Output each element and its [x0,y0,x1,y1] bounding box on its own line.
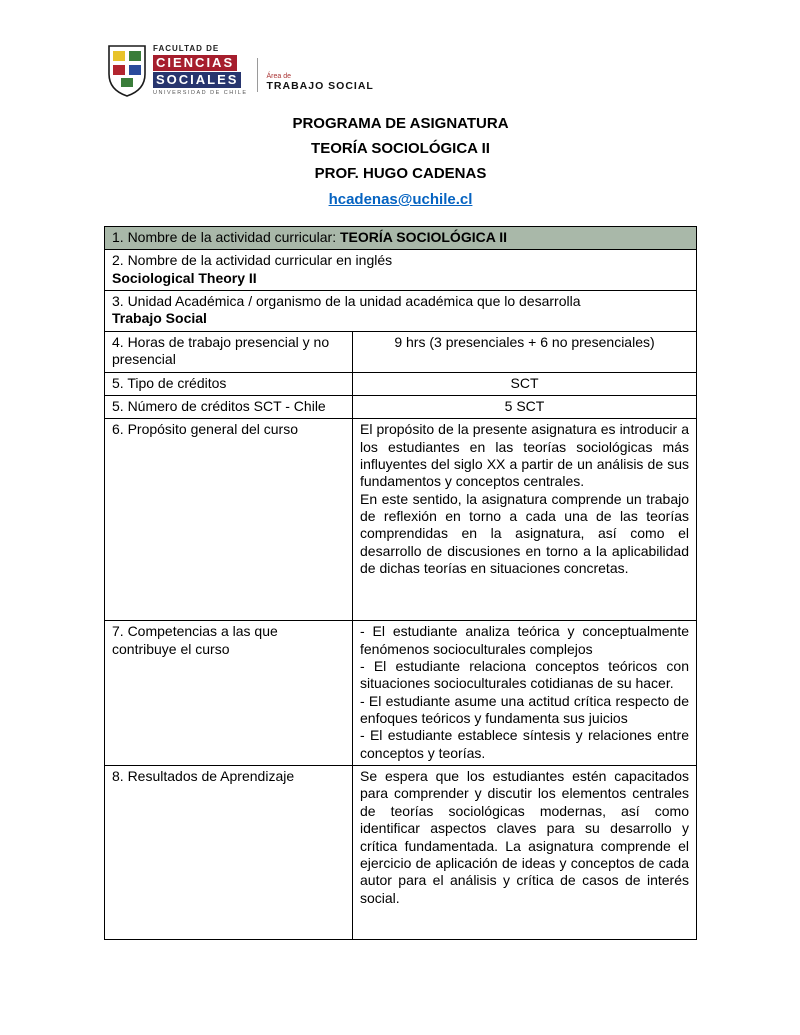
purpose-paragraph: En este sentido, la asignatura comprende un trabajo de reflexión en torno a cada una de las teorías comprendidas en la asignatura, así como el desarrollo de discusiones en torno a la aplicabilidad de dichas teorías en situaciones concretas. [360,490,689,577]
row-activity-name-english [105,250,697,291]
logo-shield-icon [108,45,146,97]
course-title: TEORÍA SOCIOLÓGICA II [311,140,490,157]
row-hours [105,331,697,372]
program-title: PROGRAMA DE ASIGNATURA [292,115,509,132]
row-credit-number [105,395,697,418]
row-credit-type [105,372,697,395]
faculty-line2: CIENCIAS [153,55,237,71]
row-academic-unit [105,291,697,332]
area-prefix: Área de [266,73,292,80]
document-header [104,116,697,214]
row-competencies [105,621,697,766]
outcomes-paragraph: Se espera que los estudiantes estén capacitados para comprender y discutir los elementos centrales de teorías sociológicas modernas, así como identificar aspectos claves para su desarrollo y crítica fundamentada. La asignatura comprende el ejercicio de aplicación de ideas y conceptos de cada autor para el análisis y crítica de casos de interés social. [360,768,689,906]
email-link[interactable]: hcadenas@uchile.cl [328,191,473,208]
competency-item: - El estudiante asume una actitud crítica respecto de enfoques teóricos y fundamenta sus juicios [360,692,689,727]
faculty-line3: SOCIALES [153,72,241,88]
competency-item: - El estudiante analiza teórica y conceptualmente fenómenos socioculturales complejos [360,623,689,657]
syllabus-table [104,226,697,940]
faculty-line1: FACULTAD DE [153,44,220,54]
row-purpose [105,419,697,621]
row5-value: SCT [353,372,697,395]
row2-value: Sociological Theory II [112,269,257,286]
row6-label: 5. Número de créditos SCT - Chile [105,395,353,418]
row3-value: Trabajo Social [112,310,207,327]
row6-value: 5 SCT [353,395,697,418]
row4-value: 9 hrs (3 presenciales + 6 no presenciales) [353,331,697,372]
professor-name: PROF. HUGO CADENAS [314,165,487,182]
competency-item: - El estudiante establece síntesis y relaciones entre conceptos y teorías. [360,727,689,761]
area-block [267,73,374,92]
purpose-paragraph: El propósito de la presente asignatura es introducir a los estudiantes en las teorías sociológicas más influyentes del siglo XX a partir de un análisis de sus fundamentos y conceptos centrales. [360,421,689,490]
area-name: TRABAJO SOCIAL [266,80,374,92]
row9-value [353,766,697,940]
row8-label: 7. Competencias a las que contribuye el curso [105,621,353,766]
row-activity-name [105,227,697,250]
row3-label: 3. Unidad Académica / organismo de la unidad académica que lo desarrolla [112,293,581,310]
university-name: UNIVERSIDAD DE CHILE [153,90,248,97]
logo-divider [257,58,258,92]
competency-item: - El estudiante relaciona conceptos teóricos con situaciones socioculturales cotidianas de su hacer. [360,657,689,692]
row7-value [353,419,697,621]
uchile-facso-logo [108,42,697,100]
row1-label: 1. Nombre de la actividad curricular: [112,229,340,245]
row9-label: 8. Resultados de Aprendizaje [105,766,353,940]
row8-value [353,621,697,766]
row7-label: 6. Propósito general del curso [105,419,353,621]
row4-label: 4. Horas de trabajo presencial y no presencial [105,331,353,372]
faculty-name [153,45,248,97]
row1-value: TEORÍA SOCIOLÓGICA II [340,229,507,245]
row5-label: 5. Tipo de créditos [105,372,353,395]
row-learning-outcomes [105,766,697,940]
row2-label: 2. Nombre de la actividad curricular en inglés [112,252,393,269]
